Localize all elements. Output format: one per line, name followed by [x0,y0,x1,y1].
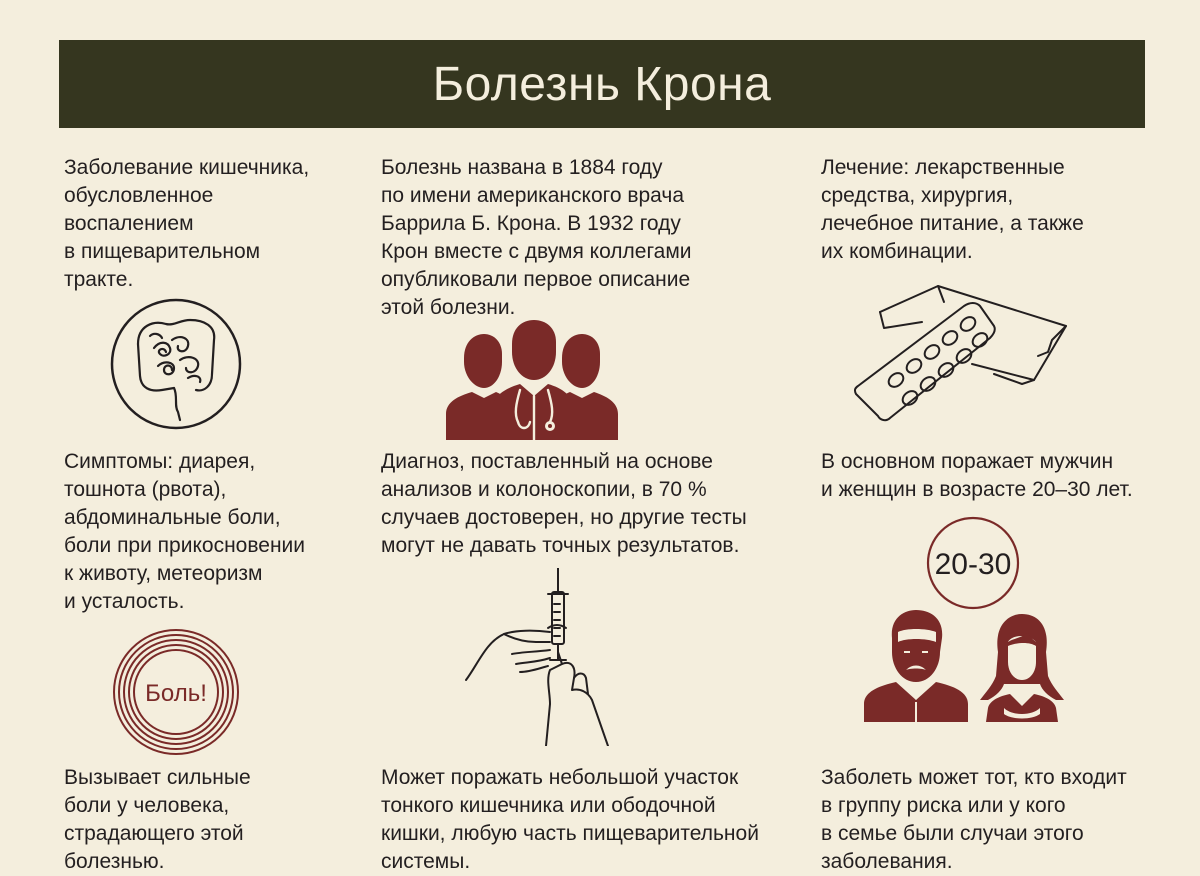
pain-text: Вызывает сильные боли у человека, страдающего этой болезнью. [64,766,251,873]
pain-stamp-icon [112,628,240,756]
page-title: Болезнь Крона [432,57,772,111]
intro-text: Заболевание кишечника, обусловленное воспалением в пищеварительном тракте. [64,156,310,291]
intestine-icon [108,296,244,432]
doctors-icon [446,318,618,440]
syringe-hands-icon [464,568,614,746]
risk-text: Заболеть может тот, кто входит в группу риска или у кого в семье были случаи этого заболевания. [821,766,1127,873]
woman-icon [978,612,1066,722]
history-text: Болезнь названа в 1884 году по имени американского врача Баррила Б. Крона. В 1932 году Крон вместе с двумя коллегами опубликовали первое описание этой болезни. [381,156,692,319]
pill-blister-icon [852,282,1072,422]
symptoms-text: Симптомы: диарея, тошнота (рвота), абдоминальные боли, боли при прикосновении к животу, метеоризм и усталость. [64,450,305,613]
age-range-label: 20-30 [934,548,1012,581]
diagnosis-text: Диагноз, поставленный на основе анализов и колоноскопии, в 70 % случаев достоверен, но другие тесты могут не давать точных результатов. [381,450,747,557]
location-text: Может поражать небольшой участок тонкого кишечника или ободочной кишки, любую часть пищеварительной системы. [381,766,759,873]
treatment-text: Лечение: лекарственные средства, хирургия, лечебное питание, а также их комбинации. [821,156,1084,263]
age-circle-icon [918,516,1028,610]
age-text: В основном поражает мужчин и женщин в возрасте 20–30 лет. [821,450,1133,501]
header-bar [59,40,1145,128]
pain-stamp-label: Боль! [145,680,207,707]
man-icon [864,608,968,722]
